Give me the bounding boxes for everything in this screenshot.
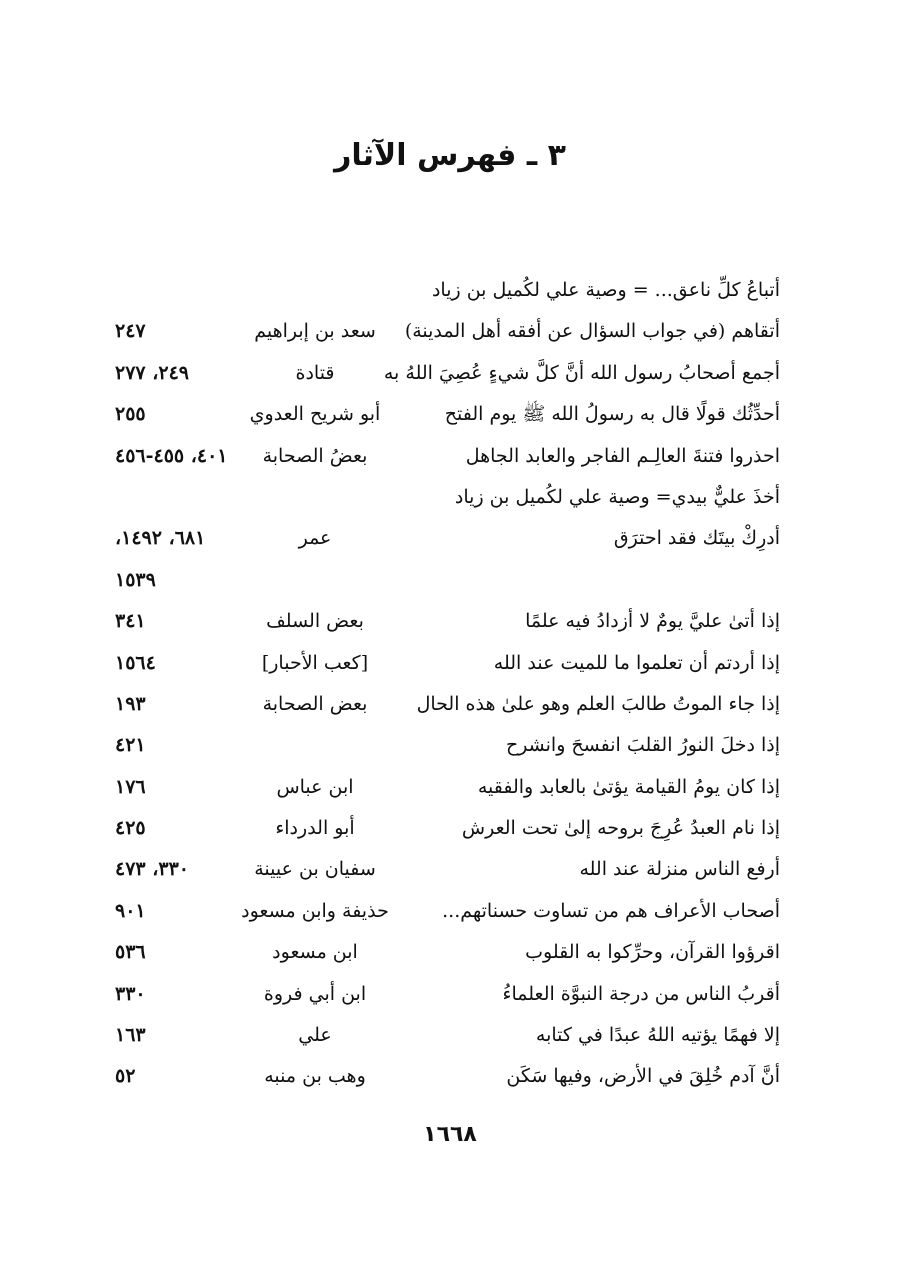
entry-pages: ٦٨١، ١٤٩٢،	[115, 527, 206, 550]
entry-text: أخذَ عليٌّ بيدي= وصية علي لكُميل بن زياد	[454, 485, 780, 508]
entry-pages: ٤٠١، ٤٥٥-٤٥٦	[115, 444, 228, 467]
entry-text: أصحاب الأعراف هم من تساوت حسناتهم...	[442, 899, 780, 922]
entry-source: وهب بن منبه	[264, 1065, 366, 1088]
entry-text: أنَّ آدم خُلِقَ في الأرض، وفيها سَكَن	[506, 1065, 780, 1088]
index-entry	[115, 1056, 780, 1097]
index-entry	[115, 477, 780, 518]
entry-source: أبو شريح العدوي	[249, 403, 381, 426]
index-entry	[115, 891, 780, 932]
entry-pages: ٥٣٦	[115, 941, 146, 964]
entry-text: أتقاهم (في جواب السؤال عن أفقه أهل المدينة)	[404, 320, 780, 343]
page-number: ١٦٦٨	[423, 1122, 477, 1147]
entry-text: أقربُ الناس من درجة النبوَّة العلماءُ	[502, 982, 780, 1005]
entry-pages: ١٦٣	[115, 1024, 146, 1047]
entry-text: أجمع أصحابُ رسول الله أنَّ كلَّ شيءٍ عُصِيَ اللهُ به	[383, 361, 780, 384]
index-entry	[115, 643, 780, 684]
entry-pages: ٢٤٩، ٢٧٧	[115, 361, 189, 384]
index-entry	[115, 311, 780, 352]
entry-text: إذا دخلَ النورُ القلبَ انفسحَ وانشرح	[505, 734, 780, 757]
entry-source: علي	[298, 1024, 332, 1047]
entry-text: أتباعُ كلِّ ناعق... = وصية علي لكُميل بن زياد	[431, 279, 780, 301]
entry-pages: ٢٤٧	[115, 320, 146, 343]
index-entry	[115, 725, 780, 766]
entry-text: أرفع الناس منزلة عند الله	[579, 858, 780, 881]
entry-pages: ٤٢٥	[115, 817, 146, 840]
entry-pages: ١٧٦	[115, 775, 146, 798]
index-entry	[115, 932, 780, 973]
entry-text: إلا فهمًا يؤتيه اللهُ عبدًا في كتابه	[535, 1024, 780, 1047]
index-entry	[115, 601, 780, 642]
entry-source: بعض الصحابة	[262, 692, 368, 715]
entry-source: ابن عباس	[276, 775, 354, 798]
entry-text: أحدِّثُك قولًا قال به رسولُ الله ﷺ يوم الفتح	[444, 403, 780, 426]
index-entry	[115, 560, 780, 601]
entry-source: بعضُ الصحابة	[262, 444, 368, 467]
index-entry	[115, 974, 780, 1015]
entry-source: قتادة	[295, 361, 335, 384]
entry-text: إذا أردتم أن تعلموا ما للميت عند الله	[493, 651, 780, 674]
entry-pages: ٥٢	[115, 1065, 136, 1088]
entry-pages: ٤٢١	[115, 734, 146, 757]
entry-text: إذا نام العبدُ عُرِجَ بروحه إلىٰ تحت العرش	[461, 817, 780, 840]
index-entry	[115, 353, 780, 394]
entry-source: ابن أبي فروة	[263, 982, 367, 1005]
index-entry	[115, 436, 780, 477]
index-entry	[115, 394, 780, 435]
index-entry	[115, 270, 780, 311]
entry-source: [كعب الأحبار]	[261, 651, 369, 674]
entry-pages: ٣٣٠	[115, 982, 146, 1005]
entry-text: أدرِكْ بيتَك فقد احترَق	[613, 527, 780, 550]
entry-pages: ٣٤١	[115, 610, 146, 633]
entry-text: إذا جاء الموتُ طالبَ العلم وهو علىٰ هذه الحال	[416, 692, 780, 715]
index-entry	[115, 518, 780, 559]
entry-text: إذا كان يومُ القيامة يؤتىٰ بالعابد والفقيه	[477, 775, 780, 798]
entry-source: سفيان بن عيينة	[254, 858, 376, 881]
index-entry	[115, 767, 780, 808]
entry-pages: ٣٣٠، ٤٧٣	[115, 858, 189, 881]
entry-text: احذروا فتنةَ العالِـم الفاجر والعابد الجاهل	[465, 444, 780, 467]
entry-pages: ١٥٣٩	[115, 568, 156, 591]
index-entry	[115, 684, 780, 725]
entry-text: اقرؤوا القرآن، وحرِّكوا به القلوب	[525, 941, 780, 964]
entry-pages: ١٩٣	[115, 692, 146, 715]
entry-source: بعض السلف	[266, 610, 364, 633]
index-entry	[115, 849, 780, 890]
entry-pages: ٩٠١	[115, 899, 146, 922]
index-entry	[115, 1015, 780, 1056]
page-title: ٣ ـ فهرس الآثار	[334, 138, 566, 173]
entry-text: إذا أتىٰ عليَّ يومٌ لا أزدادُ فيه علمًا	[525, 610, 780, 633]
entry-source: ابن مسعود	[272, 941, 358, 964]
entry-source: سعد بن إبراهيم	[254, 320, 376, 343]
index-entries	[115, 270, 780, 1098]
entry-pages: ١٥٦٤	[115, 651, 156, 674]
entry-source: عمر	[298, 527, 332, 550]
entry-source: حذيفة وابن مسعود	[241, 899, 389, 922]
index-entry	[115, 808, 780, 849]
entry-pages: ٢٥٥	[115, 403, 146, 426]
entry-source: أبو الدرداء	[275, 817, 355, 840]
